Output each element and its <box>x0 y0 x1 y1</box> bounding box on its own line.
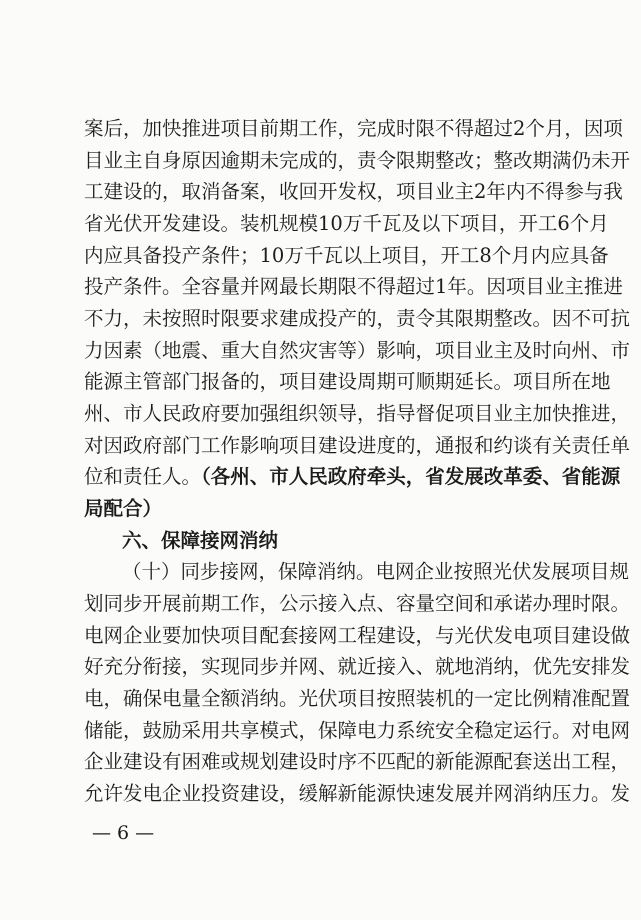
paragraph-line: 力因素（地震、重大自然灾害等）影响，项目业主及时向州、市 <box>84 338 631 362</box>
paragraph-line: 划同步开展前期工作，公示接入点、容量空间和承诺办理时限。 <box>84 592 631 615</box>
paragraph-line: 好充分衔接，实现同步并网、就近接入、就地消纳，优先安排发 <box>84 655 631 679</box>
paragraph-line: 电，确保电量全额消纳。光伏项目按照装机的一定比例精准配置 <box>84 687 631 710</box>
responsibility-text: 位和责任人。 <box>84 465 202 489</box>
paragraph-line: 投产条件。全容量并网最长期限不得超过1年。因项目业主推进 <box>84 275 623 299</box>
paragraph-line: 能源主管部门报备的，项目建设周期可顺期延长。项目所在地 <box>84 370 611 394</box>
paragraph-first-line: （十）同步接网，保障消纳。电网企业按照光伏发展项目规 <box>122 560 630 584</box>
section-heading: 六、保障接网消纳 <box>122 528 279 552</box>
paragraph-line-mixed <box>84 459 621 495</box>
paragraph-line: 目业主自身原因逾期未完成的，责令限期整改；整改期满仍未开 <box>84 148 631 172</box>
page-number: — 6 — <box>92 822 155 844</box>
paragraph-line: 不力，未按照时限要求建成投产的，责令其限期整改。因不可抗 <box>84 307 631 330</box>
paragraph-line: 州、市人民政府要加强组织领导，指导督促项目业主加快推进， <box>84 402 631 425</box>
paragraph-line: 企业建设有困难或规划建设时序不匹配的新能源配套送出工程， <box>84 750 631 774</box>
paragraph-line: 允许发电企业投资建设，缓解新能源快速发展并网消纳压力。发 <box>84 782 631 805</box>
paragraph-line: 内应具备投产条件；10万千瓦以上项目，开工8个月内应具备 <box>84 243 609 267</box>
paragraph-line: 对因政府部门工作影响项目建设进度的，通报和约谈有关责任单 <box>84 433 631 457</box>
paragraph-line: 工建设的，取消备案，收回开发权，项目业主2年内不得参与我 <box>84 180 623 204</box>
responsible-departments-end: 局配合） <box>84 497 163 520</box>
paragraph-line-bold <box>84 491 184 527</box>
paragraph-line: 电网企业要加快项目配套接网工程建设，与光伏发电项目建设做 <box>84 623 631 647</box>
responsible-departments: （各州、市人民政府牵头，省发展改革委、省能源 <box>201 465 621 489</box>
paragraph-line: 储能，鼓励采用共享模式，保障电力系统安全稳定运行。对电网 <box>84 718 631 742</box>
paragraph-line: 省光伏开发建设。装机规模10万千瓦及以下项目，开工6个月 <box>84 212 609 235</box>
paragraph-line: 案后，加快推进项目前期工作，完成时限不得超过2个月，因项 <box>84 117 623 140</box>
